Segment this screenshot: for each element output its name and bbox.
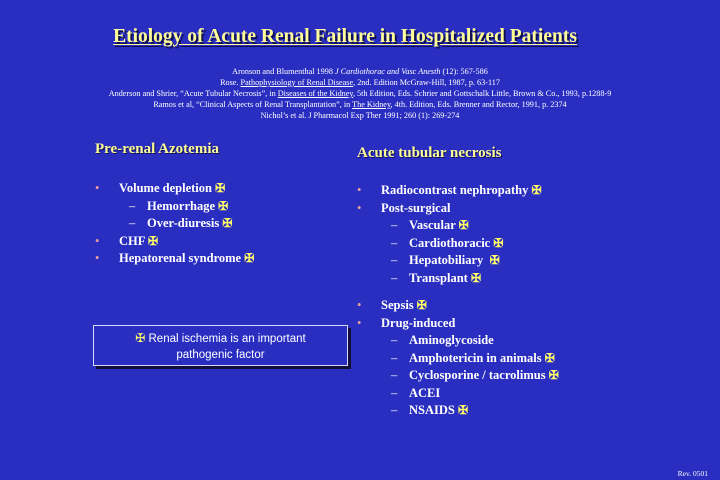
cross-marker-icon: ✠ (548, 368, 559, 382)
dash-icon: – (391, 368, 398, 382)
list-subitem: – Vascular ✠ (357, 217, 559, 235)
dash-icon: – (391, 385, 398, 400)
list-item: • Post-surgical (357, 200, 559, 218)
list-item: • Drug-induced (357, 315, 559, 333)
cross-marker-icon: ✠ (470, 270, 482, 285)
bullet-icon: • (95, 233, 100, 248)
cross-marker-icon: ✠ (222, 216, 233, 230)
list-subitem: – Amphotericin in animals ✠ (357, 350, 559, 368)
cross-marker-icon: ✠ (244, 251, 255, 265)
cross-marker-icon: ✠ (218, 198, 229, 213)
list-subitem: – Over-diuresis ✠ (95, 215, 254, 233)
renal-ischemia-note: ✠ Renal ischemia is an important pathogenic factor (93, 325, 348, 366)
cross-marker-icon: ✠ (458, 218, 469, 232)
list-item: • Sepsis ✠ (357, 297, 559, 315)
dash-icon: – (391, 235, 398, 250)
list-subitem: – ACEI (357, 385, 559, 403)
reference-3: Anderson and Shrier, “Acute Tubular Necrosis”, in Diseases of the Kidney, 5th Edition, Eds. Schrier and Gottschalk Little, Brown & Co., 1993, p.1288-9 (108, 89, 612, 98)
dash-icon: – (391, 218, 398, 232)
cross-marker-icon: ✠ (148, 233, 159, 248)
pre-renal-list (95, 180, 254, 268)
cross-marker-icon: ✠ (493, 235, 504, 250)
reference-2: Rose. Pathophysiology of Renal Disease, 2nd. Edition McGraw-Hill, 1987, p. 63-117 (220, 78, 500, 87)
references (0, 66, 720, 121)
bullet-icon: • (357, 298, 362, 312)
reference-1: Aronson and Blumenthal 1998 J Cardiothorac and Vasc Anesth (12): 567-586 (232, 67, 488, 76)
list-subitem: – NSAIDS ✠ (357, 402, 559, 420)
slide-title: Etiology of Acute Renal Failure in Hospitalized Patients (113, 26, 577, 47)
list-item: • Radiocontrast nephropathy ✠ (357, 182, 559, 200)
dash-icon: – (391, 333, 398, 347)
bullet-icon: • (357, 315, 362, 330)
list-item: • CHF ✠ (95, 233, 254, 251)
list-subitem: – Cardiothoracic ✠ (357, 235, 559, 253)
dash-icon: – (391, 270, 398, 285)
revision-label: Rev. 0501 (677, 469, 708, 478)
dash-icon: – (391, 253, 398, 267)
reference-4: Ramos et al, “Clinical Aspects of Renal Transplantation”, in The Kidney, 4th. Edition, Eds. Brenner and Rector, 1991, p. 2374 (153, 100, 567, 109)
cross-marker-icon: ✠ (215, 181, 226, 195)
list-subitem: – Aminoglycoside (357, 332, 559, 350)
list-item: • Hepatorenal syndrome ✠ (95, 250, 254, 268)
list-item: • Volume depletion ✠ (95, 180, 254, 198)
bullet-icon: • (357, 200, 362, 215)
cross-marker-icon: ✠ (531, 183, 542, 197)
cross-marker-icon: ✠ (489, 253, 500, 267)
list-subitem: – Transplant ✠ (357, 270, 559, 288)
list-subitem: – Cyclosporine / tacrolimus ✠ (357, 367, 559, 385)
atn-heading: Acute tubular necrosis (357, 145, 502, 161)
cross-marker-icon: ✠ (416, 298, 427, 312)
dash-icon: – (391, 403, 398, 417)
bullet-icon: • (95, 251, 100, 265)
atn-list (357, 182, 559, 420)
reference-5: Nichol’s et al. J Pharmacol Exp Ther 1991; 260 (1): 269-274 (260, 111, 460, 120)
dash-icon: – (129, 198, 136, 213)
pre-renal-heading: Pre-renal Azotemia (95, 141, 219, 157)
cross-marker-icon: ✠ (135, 331, 146, 345)
bullet-icon: • (357, 183, 362, 197)
bullet-icon: • (95, 181, 100, 195)
list-subitem: – Hepatobiliary ✠ (357, 252, 559, 270)
dash-icon: – (391, 350, 398, 365)
list-subitem: – Hemorrhage ✠ (95, 198, 254, 216)
dash-icon: – (129, 216, 136, 230)
cross-marker-icon: ✠ (544, 350, 555, 365)
cross-marker-icon: ✠ (457, 403, 469, 417)
